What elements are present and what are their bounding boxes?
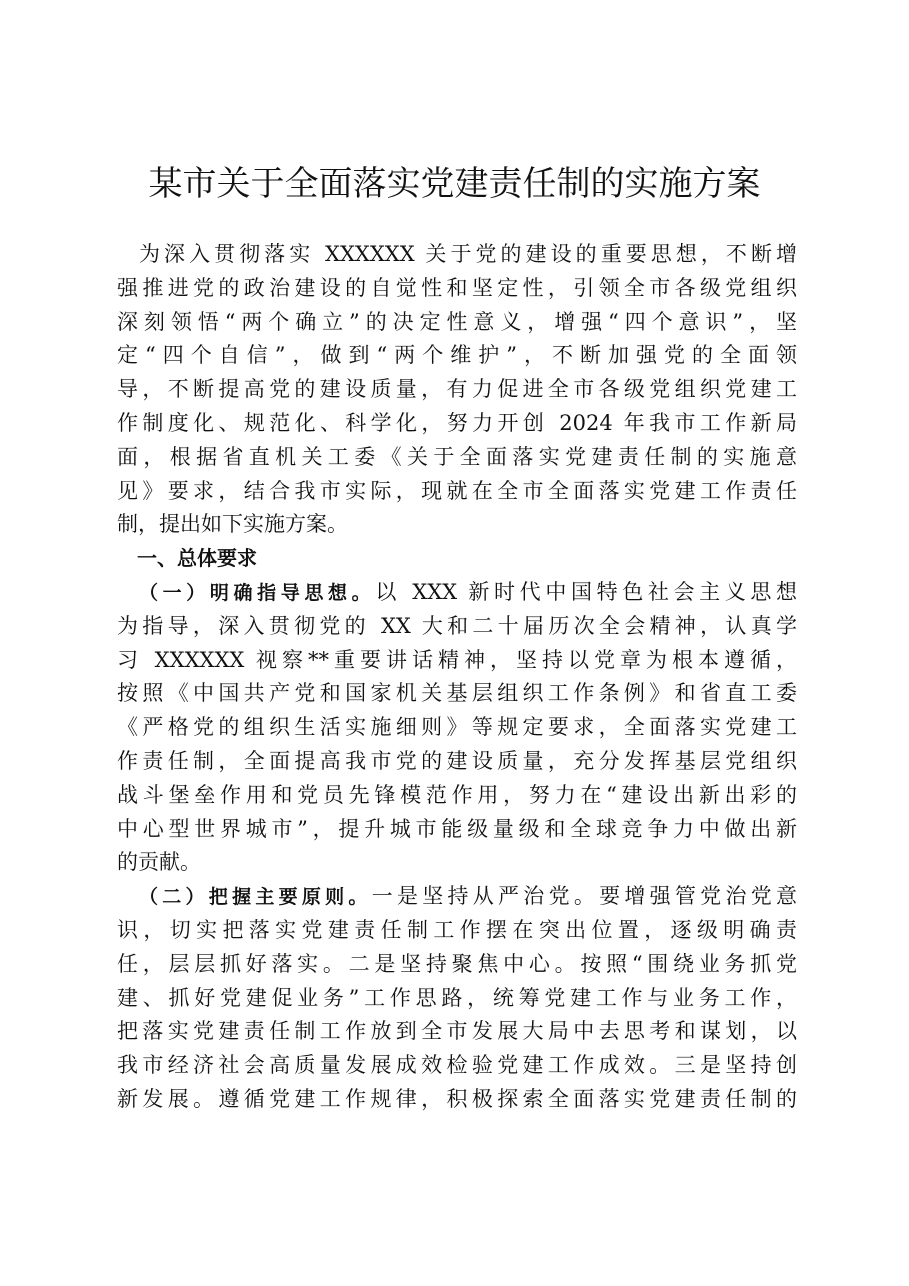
part2-line: 我市经济社会高质量发展成效检验党建工作成效。三是坚持创 — [117, 1053, 797, 1078]
intro-line: 强推进党的政治建设的自觉性和坚定性，引领全市各级党组织 — [117, 275, 797, 300]
part1-label: （一）明确指导思想。 — [139, 581, 376, 604]
section-heading: 一、总体要求 — [137, 546, 257, 571]
intro-line: 作制度化、规范化、科学化，努力开创 2024 年我市工作新局 — [117, 410, 797, 435]
part1-first-line — [117, 576, 797, 610]
part2-first-line — [117, 880, 797, 914]
part1-line: 为指导，深入贯彻党的 XX 大和二十届历次全会精神，认真学 — [117, 613, 797, 638]
part2-label: （二）把握主要原则。 — [139, 886, 372, 909]
part2-line: 识，切实把落实党建责任制工作摆在突出位置，逐级明确责 — [117, 917, 797, 942]
intro-line: 深刻领悟“两个确立”的决定性意义，增强“四个意识”，坚 — [117, 309, 797, 334]
part1-line: 的贡献。 — [117, 850, 201, 875]
intro-line: 导，不断提高党的建设质量，有力促进全市各级党组织党建工 — [117, 377, 797, 402]
part1-line: 习 XXXXXX 视察**重要讲话精神，坚持以党章为根本遵循， — [117, 647, 797, 672]
part2-paragraph — [117, 880, 797, 1117]
part1-first-rest: 以 XXX 新时代中国特色社会主义思想 — [375, 579, 797, 604]
part1-line: 《严格党的组织生活实施细则》等规定要求，全面落实党建工 — [117, 715, 797, 740]
document-body — [117, 238, 797, 1117]
intro-line: 制，提出如下实施方案。 — [117, 512, 348, 537]
intro-line: 为深入贯彻落实 XXXXXX 关于党的建设的重要思想，不断增 — [139, 242, 797, 266]
part2-first-rest: 一是坚持从严治党。要增强管党治党意 — [371, 884, 797, 909]
part1-line: 作责任制，全面提高我市党的建设质量，充分发挥基层党组织 — [117, 748, 797, 773]
part2-line: 任，层层抓好落实。二是坚持聚焦中心。按照“围绕业务抓党 — [117, 951, 797, 976]
intro-line: 定“四个自信”，做到“两个维护”，不断加强党的全面领 — [117, 343, 797, 368]
part2-line: 新发展。遵循党建工作规律，积极探索全面落实党建责任制的 — [117, 1086, 797, 1111]
part2-line: 把落实党建责任制工作放到全市发展大局中去思考和谋划，以 — [117, 1019, 797, 1044]
part2-line: 建、抓好党建促业务”工作思路，统筹党建工作与业务工作， — [117, 985, 797, 1010]
document-title: 某市关于全面落实党建责任制的实施方案 — [148, 164, 761, 204]
part1-line: 中心型世界城市”，提升城市能级量级和全球竞争力中做出新 — [117, 816, 797, 841]
intro-paragraph — [117, 238, 797, 542]
intro-line: 面，根据省直机关工委《关于全面落实党建责任制的实施意 — [117, 444, 797, 469]
part1-line: 按照《中国共产党和国家机关基层组织工作条例》和省直工委 — [117, 681, 797, 706]
part1-line: 战斗堡垒作用和党员先锋模范作用，努力在“建设出新出彩的 — [117, 782, 797, 807]
intro-line: 见》要求，结合我市实际，现就在全市全面落实党建工作责任 — [117, 478, 797, 503]
part1-paragraph — [117, 576, 797, 880]
